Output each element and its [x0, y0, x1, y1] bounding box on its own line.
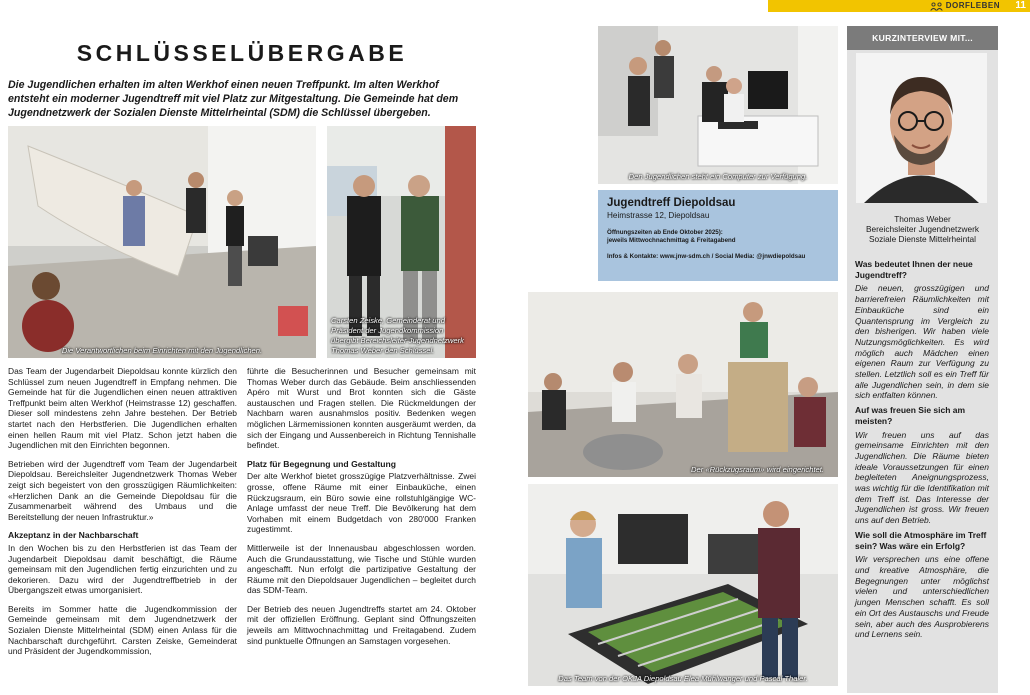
info-hours-label: Öffnungszeiten ab Ende Oktober 2025): [607, 229, 723, 236]
paragraph: In den Wochen bis zu den Herbstferien ist das Team der Jugendarbeit Diepoldsau damit beschäftigt, die Räume gemeinsam mit den Jugendlichen fertig einzurichten und zu dekorieren. Dazu wird der Jugendtreffbetrieb in der Übergangszeit etwas umorganisiert. [8, 542, 237, 596]
interview-question: Wie soll die Atmosphäre im Treff sein? Was wäre ein Erfolg? [855, 529, 987, 551]
section-label: DORFLEBEN [945, 1, 1000, 10]
caption-team: Das Team von der OKJA Diepoldsau Elea Mühlwanger und Pascal Thaler. [558, 674, 808, 683]
paragraph: Das Team der Jugendarbeit Diepoldsau konnte kürzlich den Schlüssel zum neuen Jugendtreff in Empfang nehmen. Die Gemeinde hat für die Jugendlichen einen neuen attraktiven Treffpunkt beim alten Werkhof (Heimstrasse 12) geschaffen. Dieser soll mindestens zehn Jahre bestehen. Der Betrieb startet nach den Herbstferien. Die Jugendlichen erhalten einen hellen Raum mit viel Platz. Schon jetzt haben die Jugendlichen mit den Einrichten begonnen. [8, 366, 237, 451]
photo-retreat-room [528, 292, 838, 477]
portrait-thomas-weber [856, 53, 987, 203]
subheading: Akzeptanz in der Nachbarschaft [8, 530, 139, 541]
caption-computer: Den Jugendlichen steht ein Computer zur Verfügung. [628, 172, 808, 181]
section-tag [930, 0, 1000, 12]
interviewee-info [853, 214, 992, 244]
info-address: Heimstrasse 12, Diepoldsau [607, 211, 710, 220]
paragraph: Mittlerweile ist der Innenausbau abgeschlossen worden. Auch die Grundausstattung, wie Tische und Stühle wurden angeschafft. Nun erfolgt die partizipative Gestaltung der Räume mit den Diepoldsauer Jugendlichen – begleitet durch das SDM-Team. [247, 542, 476, 596]
info-hours-value: jeweils Mittwochnachmittag & Freitagabend [607, 237, 736, 244]
caption-furnishing: Die Verantwortlichen beim Einrichten mit den Jugendlichen. [61, 346, 263, 355]
info-title: Jugendtreff Diepoldsau [607, 197, 736, 209]
interviewee-role: Bereichsleiter Jugendnetzwerk [866, 224, 979, 234]
interviewee-name: Thomas Weber [894, 214, 951, 224]
interview-sidebar [847, 26, 998, 693]
interviewee-organisation: Soziale Dienste Mittelrheintal [869, 234, 976, 244]
interview-body [855, 259, 989, 644]
interview-question: Was bedeutet Ihnen der neue Jugendtreff? [855, 259, 973, 280]
info-box [598, 190, 838, 281]
interview-title: KURZINTERVIEW MIT... [847, 26, 998, 50]
interview-answer: Wir versprechen uns eine offene und kreative Atmosphäre, die Begegnungen unter möglichst vielen und unterschiedlichen jungen Menschen schafft. Es soll ein Ort des Austauschs und Freude sein, aber auch des Ausprobierens und Lernens sein. [855, 554, 989, 640]
photo-furnishing [8, 126, 316, 358]
article-column-2 [247, 366, 476, 654]
people-icon [930, 2, 943, 11]
interview-answer: Wir freuen uns auf das gemeinsame Einrichten mit den Jugendlichen. Die Räume bieten ideale Voraussetzungen für einen begleiteten Aneignungsprozess, was wichtig für die Identifikation mit dem Treff ist. Das Interesse der Jugendlichen ist gross. Wir freuen uns auf den Betrieb. [855, 429, 989, 526]
subheading: Platz für Begegnung und Gestaltung [247, 458, 396, 469]
paragraph: Der alte Werkhof bietet grosszügige Platzverhältnisse. Zwei grosse, offene Räume mit einer Einbauküche, einen Rückzugsraum, ein Büro sowie eine rollstuhlgängige WC-Anlage umfasst der neue Treff. Die Bevölkerung hat dem Vorhaben mit einem Budgetdach von 280'000 Franken zugestimmt. [247, 471, 476, 535]
info-contact: Infos & Kontakte: www.jnw-sdm.ch / Social Media: @jnwdiepoldsau [607, 253, 806, 260]
article-column-1 [8, 366, 237, 665]
info-hours [607, 229, 829, 245]
caption-retreat-room: Der «Rückzugsraum» wird eingerichtet. [691, 465, 824, 474]
photo-team [528, 484, 838, 686]
photo-computer [598, 26, 838, 184]
caption-key-handover: Carsten Zeiske, Gemeinderat und Präsident der Jugendkommission übergibt Bereichsleiter Jugendnetzwerk Thomas Weber den Schlüssel. [331, 316, 464, 355]
page-number: 11 [1015, 0, 1026, 11]
paragraph: führte die Besucherinnen und Besucher gemeinsam mit Thomas Weber durch das Gebäude. Beim anschliessenden Apéro mit Wurst und Brot konnten sich die Gäste austauschen und Fragen stellen. Die Rückmeldungen der Nachbarn waren ausnahmslos positiv. Bedenken wegen möglichen Lärmemissionen konnten ausgeräumt werden, da sich der Eingang und Aussenbereich in Richtung Tennishalle befindet. [247, 366, 476, 451]
article-headline: SCHLÜSSELÜBERGABE [76, 40, 408, 66]
photo-key-handover [327, 126, 476, 358]
paragraph: Der Betrieb des neuen Jugendtreffs startet am 24. Oktober mit der offiziellen Eröffnung. Geplant sind Öffnungszeiten jeweils am Mittwochnachmittag und Freitagabend. Zudem sind punktuelle Öffnungen an Samstagen vorgesehen. [247, 603, 476, 646]
paragraph: Betrieben wird der Jugendtreff vom Team der Jugendarbeit Diepoldsau. Bereichsleiter Jugendnetzwerk Thomas Weber zeigt sich begeistert von den grosszügigen Räumlichkeiten: «Herzlichen Dank an die Gemeinde Diepoldsau für die Zusammenarbeit während des Umbaus und die Bereitstellung der neuen Infrastruktur.» [8, 458, 237, 522]
paragraph: Bereits im Sommer hatte die Jugendkommission der Gemeinde gemeinsam mit dem Jugendnetzwerk der Sozialen Dienste Mittelrheintal (SDM) einen Anlass für die Nachbarschaft durchgeführt. Carsten Zeiske, Gemeinderat und Präsident der Jugendkommission, [8, 603, 237, 657]
interview-answer: Die neuen, grosszügigen und barrierefreien Räumlichkeiten mit Einbauküche sind ein Quantensprung im Vergleich zu den bisherigen. Wir haben viele Nutzungsmöglichkeiten. Es wird möglich auch Mädchen einen eigenen Raum zur Verfügung zu stellen. Letztlich soll es ein Treff für alle Jugendlichen sein, in dem sie sich entfalten können. [855, 283, 989, 401]
interview-question: Auf was freuen Sie sich am meisten? [855, 405, 966, 426]
article-lead: Die Jugendlichen erhalten im alten Werkhof einen neuen Treffpunkt. Im alten Werkhof entsteht ein moderner Jugendtreff mit viel Platz zur Mitgestaltung. Die Gemeinde hat dem Jugendnetzwerk der Sozialen Dienste Mittelrheintal (SDM) die Schlüssel übergeben. [8, 79, 459, 119]
